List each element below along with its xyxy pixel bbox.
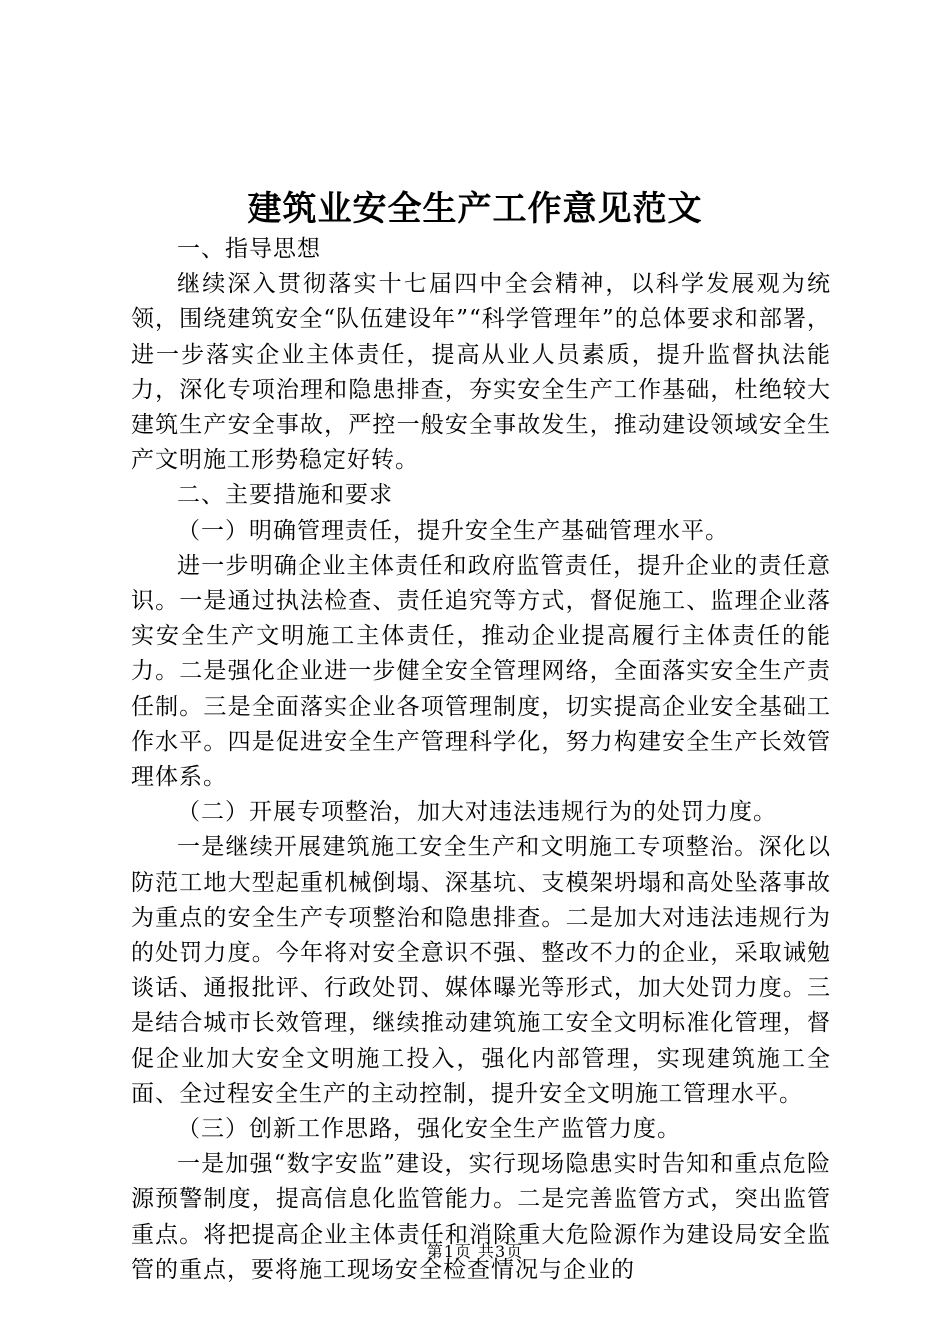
subheading-measure-3: （三）创新工作思路，强化安全生产监管力度。 [177,1116,681,1143]
paragraph-measure-2: 一是继续开展建筑施工安全生产和文明施工专项整治。深化以防范工地大型起重机械倒塌、深基坑、支模架坍塌和高处坠落事故为重点的安全生产专项整治和隐患排查。二是加大对违法违规行为的处罚力度。今年将对安全意识不强、整改不力的企业，采取诫勉谈话、通报批评、行政处罚、媒体曝光等形式，加大处罚力度。三是结合城市长效管理，继续推动建筑施工安全文明标准化管理，督促企业加大安全文明施工投入，强化内部管理，实现建筑施工全面、全过程安全生产的主动控制，提升安全文明施工管理水平。 [131,834,831,1107]
page-number-footer: 第1页 共3页 [426,1242,524,1261]
heading-guiding-ideology: 一、指导思想 [177,236,321,262]
paragraph-measure-3: 一是加强“数字安监”建设，实行现场隐患实时告知和重点危险源预警制度，提高信息化监管能力。二是完善监管方式，突出监管重点。将把提高企业主体责任和消除重大危险源作为建设局安全监管的重点，要将施工现场安全检查情况与企业的 [131,1151,831,1283]
document-title: 建筑业安全生产工作意见范文 [247,189,703,229]
subheading-measure-2: （二）开展专项整治，加大对违法违规行为的处罚力度。 [177,799,777,826]
document-body [131,232,831,1288]
paragraph-guiding-ideology: 继续深入贯彻落实十七届四中全会精神，以科学发展观为统领，围绕建筑安全“队伍建设年”“科学管理年”的总体要求和部署，进一步落实企业主体责任，提高从业人员素质，提升监督执法能力，深化专项治理和隐患排查，夯实安全生产工作基础，杜绝较大建筑生产安全事故，严控一般安全事故发生，推动建设领域安全生产文明施工形势稳定好转。 [131,271,831,474]
paragraph-measure-1: 进一步明确企业主体责任和政府监管责任，提升企业的责任意识。一是通过执法检查、责任追究等方式，督促施工、监理企业落实安全生产文明施工主体责任，推动企业提高履行主体责任的能力。二是强化企业进一步健全安全管理网络，全面落实安全生产责任制。三是全面落实企业各项管理制度，切实提高企业安全基础工作水平。四是促进安全生产管理科学化，努力构建安全生产长效管理体系。 [131,552,831,791]
heading-main-measures: 二、主要措施和要求 [177,482,393,509]
subheading-measure-1: （一）明确管理责任，提升安全生产基础管理水平。 [177,517,729,544]
